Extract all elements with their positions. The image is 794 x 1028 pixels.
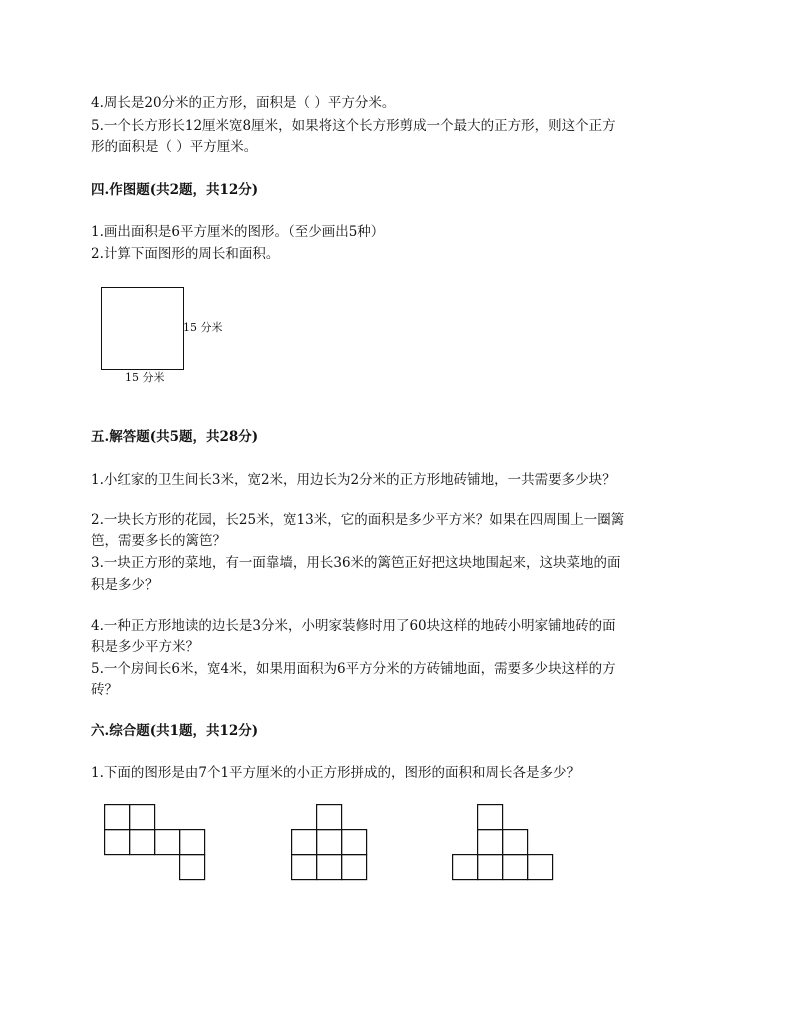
tile: [155, 830, 180, 855]
tile: [105, 830, 130, 855]
tile: [503, 855, 528, 880]
tile: [105, 805, 130, 830]
question-5-2-line-2: 笆，需要多长的篱笆？: [91, 533, 226, 549]
tile: [317, 855, 342, 880]
tile-figure-b: [291, 804, 369, 882]
tile: [130, 830, 155, 855]
square-bottom-label: 15 分米: [125, 371, 165, 384]
tile: [503, 830, 528, 855]
question-5-4-line-2: 积是多少平方米？: [91, 639, 199, 655]
tile: [292, 855, 317, 880]
tile: [130, 805, 155, 830]
section-6-heading: 六.综合题(共1题，共12分): [91, 723, 259, 739]
question-5-3-line-1: 3.一块正方形的菜地，有一面靠墙，用长36米的篱笆正好把这块地围起来，这块菜地的面: [91, 555, 621, 571]
tile-figure-a: [104, 804, 207, 882]
tile-figure-c: [452, 804, 555, 882]
tile: [453, 855, 478, 880]
question-6-1: 1.下面的图形是由7个1平方厘米的小正方形拼成的，图形的面积和周长各是多少？: [91, 765, 581, 781]
tile: [478, 805, 503, 830]
tile: [342, 855, 367, 880]
tile: [180, 830, 205, 855]
tile: [342, 830, 367, 855]
tile: [317, 805, 342, 830]
question-5-2-line-1: 2.一块长方形的花园，长25米，宽13米，它的面积是多少平方米？如果在四周围上一圈篱: [91, 512, 625, 528]
question-3-5-line-2: 形的面积是（ ）平方厘米。: [91, 139, 258, 155]
square-side-label: 15 分米: [183, 321, 223, 334]
question-5-1: 1.小红家的卫生间长3米，宽2米，用边长为2分米的正方形地砖铺地，一共需要多少块？: [91, 472, 616, 488]
section-4-heading: 四.作图题(共2题，共12分): [91, 182, 259, 198]
question-5-4-line-1: 4.一种正方形地读的边长是3分米，小明家装修时用了60块这样的地砖小明家铺地砖的面: [91, 618, 616, 634]
question-4-2: 2.计算下面图形的周长和面积。: [91, 246, 280, 262]
tile: [478, 855, 503, 880]
tile: [292, 830, 317, 855]
section-5-heading: 五.解答题(共5题，共28分): [91, 429, 259, 445]
question-5-3-line-2: 积是多少？: [91, 577, 159, 593]
tile: [180, 855, 205, 880]
tile: [528, 855, 553, 880]
question-5-5-line-1: 5.一个房间长6米，宽4米，如果用面积为6平方分米的方砖铺地面，需要多少块这样的方: [91, 661, 616, 677]
tile: [317, 830, 342, 855]
question-3-5-line-1: 5.一个长方形长12厘米宽8厘米，如果将这个长方形剪成一个最大的正方形，则这个正方: [91, 118, 616, 134]
question-5-5-line-2: 砖？: [91, 682, 118, 698]
question-3-4: 4.周长是20分米的正方形，面积是（ ）平方分米。: [91, 95, 396, 111]
square-figure: [101, 287, 184, 370]
tile: [478, 830, 503, 855]
question-4-1: 1.画出面积是6平方厘米的图形。（至少画出5种）: [91, 224, 385, 240]
